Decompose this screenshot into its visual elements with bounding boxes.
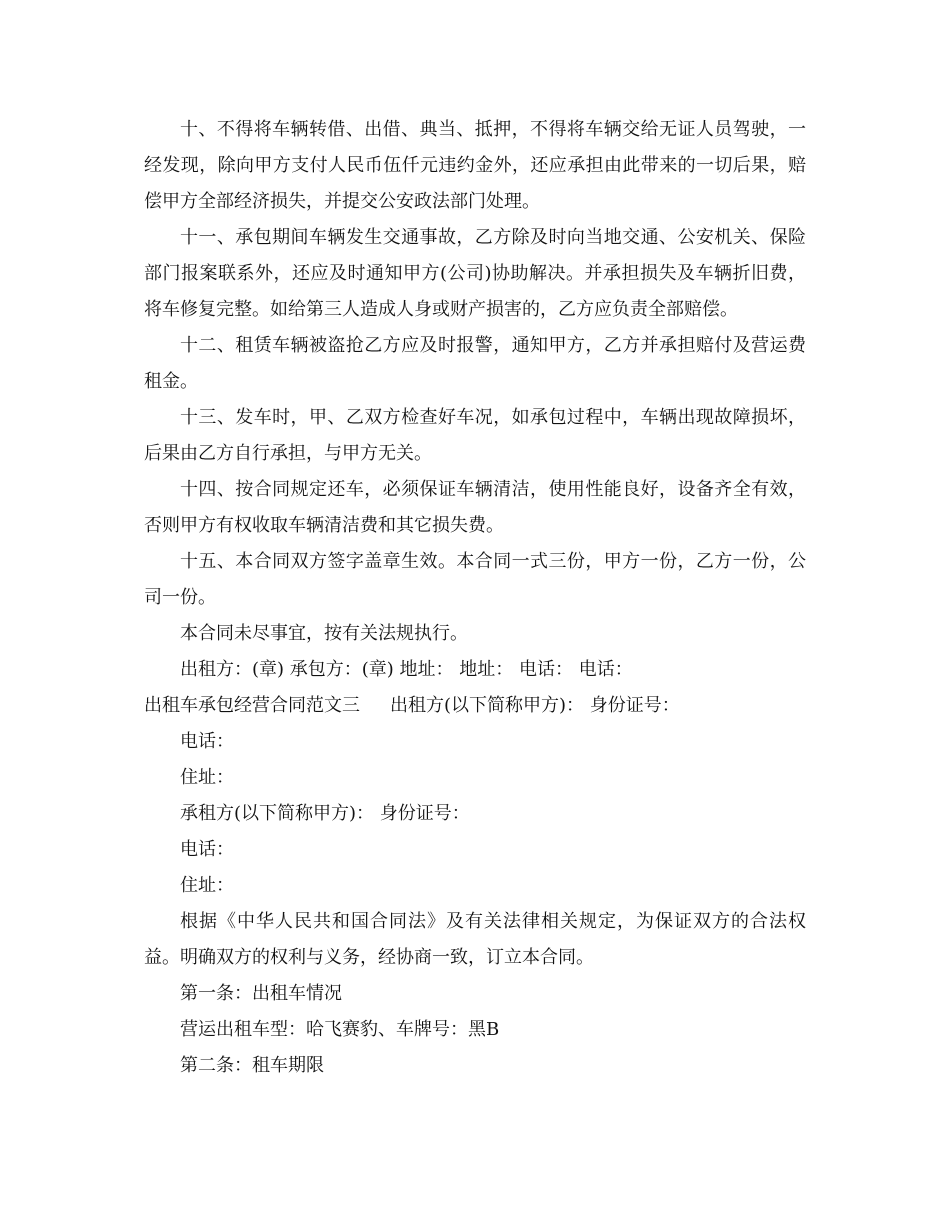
- lessee-info: 承租方(以下简称甲方)： 身份证号：: [180, 803, 470, 824]
- article-1-heading: 第一条：出租车情况: [180, 983, 342, 1004]
- clause-12: 十二、租赁车辆被盗抢乙方应及时报警，通知甲方，乙方并承担赔付及营运费租金。: [144, 335, 806, 392]
- clause-13: 十三、发车时，甲、乙双方检查好车况，如承包过程中，车辆出现故障损坏，后果由乙方自行承担，与甲方无关。: [144, 407, 806, 464]
- clause-14: 十四、按合同规定还车，必须保证车辆清洁，使用性能良好，设备齐全有效，否则甲方有权收取车辆清洁费和其它损失费。: [144, 479, 806, 536]
- article-2-heading: 第二条：租车期限: [180, 1055, 324, 1076]
- clause-remainder: 本合同未尽事宜，按有关法规执行。: [180, 623, 468, 644]
- lessor-address: 住址：: [180, 767, 234, 788]
- lessor-phone: 电话：: [180, 731, 234, 752]
- clause-10: 十、不得将车辆转借、出借、典当、抵押，不得将车辆交给无证人员驾驶，一经发现，除向甲方支付人民币伍仟元违约金外，还应承担由此带来的一切后果，赔偿甲方全部经济损失，并提交公安政法部门处理。: [144, 119, 806, 212]
- clause-15: 十五、本合同双方签字盖章生效。本合同一式三份，甲方一份，乙方一份，公司一份。: [144, 551, 806, 608]
- lessor-info: 出租方(以下简称甲方)： 身份证号：: [390, 695, 680, 716]
- contract-three-header-line: [144, 688, 806, 724]
- legal-basis: 根据《中华人民共和国合同法》及有关法律相关规定，为保证双方的合法权益。明确双方的权利与义务，经协商一致，订立本合同。: [144, 911, 806, 968]
- document-page: [144, 112, 806, 1084]
- clause-11: 十一、承包期间车辆发生交通事故，乙方除及时向当地交通、公安机关、保险部门报案联系外，还应及时通知甲方(公司)协助解决。并承担损失及车辆折旧费，将车修复完整。如给第三人造成人身或财产损害的，乙方应负责全部赔偿。: [144, 227, 806, 320]
- lessee-address: 住址：: [180, 875, 234, 896]
- contract-three-title: 出租车承包经营合同范文三: [144, 695, 360, 716]
- lessee-phone: 电话：: [180, 839, 234, 860]
- signature-line: 出租方：(章) 承包方：(章) 地址： 地址： 电话： 电话：: [180, 659, 633, 680]
- car-info: 营运出租车型：哈飞赛豹、车牌号：黑B: [180, 1019, 500, 1040]
